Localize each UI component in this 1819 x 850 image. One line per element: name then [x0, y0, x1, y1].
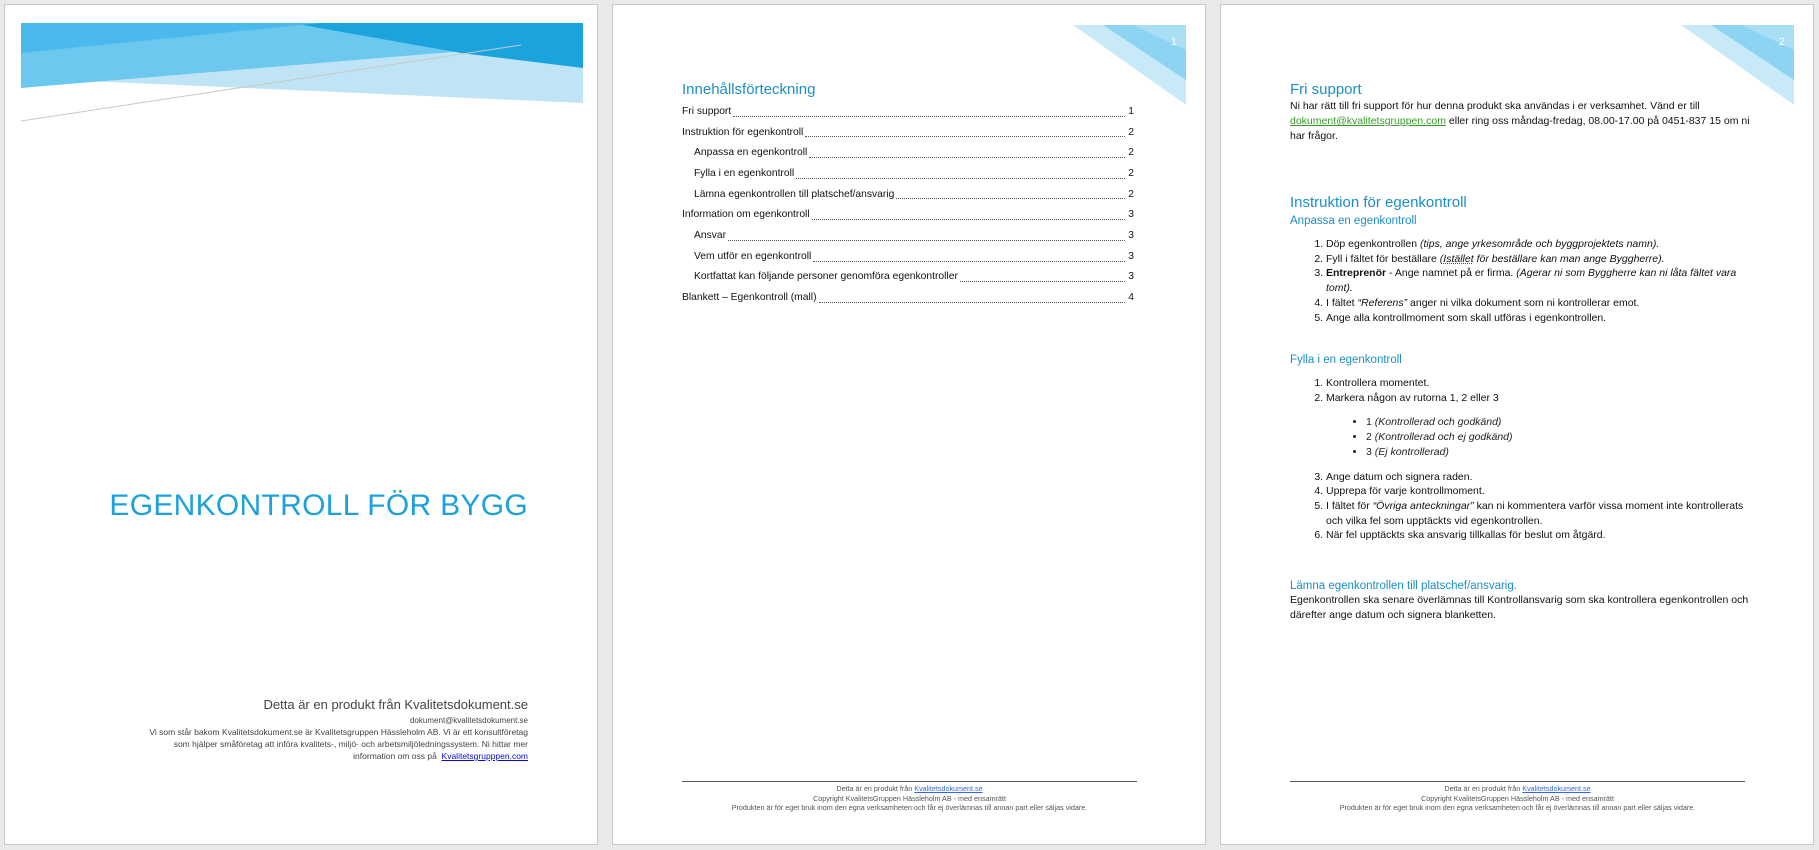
- toc-leader-dots: [819, 302, 1126, 303]
- list-item: [1326, 528, 1750, 543]
- toc-entry-text: Blankett – Egenkontroll (mall): [682, 292, 817, 304]
- bullet-number: 2: [1366, 431, 1375, 444]
- step-text: Ange datum och signera raden.: [1326, 470, 1473, 483]
- toc-leader-dots: [960, 281, 1125, 282]
- toc-entry[interactable]: [682, 226, 1134, 247]
- toc-entry-page: 2: [1128, 168, 1134, 180]
- toc-entry-text: Vem utför en egenkontroll: [694, 250, 812, 262]
- toc-entry-page: 3: [1128, 271, 1134, 283]
- list-item: [1326, 484, 1750, 499]
- lamna-heading: Lämna egenkontrollen till platschef/ansvarig.: [1290, 580, 1517, 592]
- bullet-description: (Kontrollerad och ej godkänd): [1374, 431, 1513, 444]
- footer-copyright: Copyright KvalitetsGruppen Hässleholm AB - med ensamrätt: [1421, 793, 1614, 803]
- toc-entry-text: Fri support: [682, 105, 732, 117]
- step-italic-text: (: [1439, 252, 1444, 265]
- list-item: 1. Kontrollera momentet.: [1326, 376, 1750, 391]
- bullet-number: 1: [1366, 416, 1375, 429]
- step-text: Fyll i fältet för beställare: [1326, 252, 1440, 265]
- fylla-steps-b: [1290, 470, 1750, 544]
- footer-prefix: Detta är en produkt från: [836, 784, 915, 793]
- page-footer: [1290, 781, 1745, 813]
- toc-entry-text: Instruktion för egenkontroll: [682, 126, 804, 138]
- cover-description: [145, 726, 528, 762]
- toc-entry[interactable]: [682, 268, 1134, 289]
- step-text: I fältet för: [1326, 499, 1373, 512]
- bullet-description: (Ej kontrollerad): [1374, 445, 1449, 458]
- support-heading: Fri support: [1290, 81, 1362, 98]
- support-text: Ni har rätt till fri support för hur denna produkt ska användas i er verksamhet. Vänd er till: [1290, 100, 1700, 112]
- page-number: 1: [1170, 36, 1177, 48]
- toc-leader-dots: [733, 116, 1125, 117]
- cover-info: [145, 697, 528, 762]
- toc-leader-dots: [896, 198, 1125, 199]
- toc-entry-text: Fylla i en egenkontroll: [694, 168, 795, 180]
- cover-website-link[interactable]: Kvalitetsgrupppen.com: [441, 751, 528, 761]
- toc-entry-page: 1: [1128, 105, 1134, 117]
- step-spellcheck-word: Istället: [1443, 252, 1474, 265]
- step-italic-text: “Referens”: [1357, 296, 1408, 309]
- toc-entry[interactable]: [682, 288, 1134, 309]
- footer-prefix: Detta är en produkt från: [1444, 784, 1523, 793]
- cover-page: [4, 4, 598, 845]
- toc-entry-page: 2: [1128, 126, 1134, 138]
- content-page: [1220, 4, 1814, 845]
- toc-title: Innehållsförteckning: [682, 81, 816, 98]
- list-item: [1326, 252, 1750, 267]
- step-italic-text: (tips, ange yrkesområde och byggprojektets namn).: [1419, 238, 1660, 250]
- list-item: [1326, 499, 1750, 528]
- page-number: 2: [1778, 36, 1785, 48]
- list-item: [1326, 237, 1750, 252]
- toc-entry-text: Ansvar: [694, 230, 727, 242]
- instruction-section: [1290, 194, 1750, 325]
- footer-line-1: [682, 784, 1137, 794]
- lamna-text: Egenkontrollen ska senare överlämnas till Kontrollansvarig som ska kontrollera egenkontrollen och därefter ange datum och signera blanketten.: [1290, 594, 1749, 621]
- toc-entry-page: 4: [1128, 292, 1134, 304]
- step-text: Döp egenkontrollen: [1326, 238, 1420, 250]
- toc-entry[interactable]: [682, 123, 1134, 144]
- toc-leader-dots: [805, 136, 1125, 137]
- cover-title: EGENKONTROLL FÖR BYGG: [109, 489, 528, 522]
- toc-leader-dots: [812, 219, 1126, 220]
- toc-list: [682, 102, 1134, 309]
- toc-entry[interactable]: [682, 205, 1134, 226]
- lamna-section: [1290, 580, 1750, 623]
- step-italic-text: (Agerar ni som Byggherre kan ni låta fältet vara tomt).: [1326, 267, 1737, 295]
- cover-info-heading: Detta är en produkt från Kvalitetsdokument.se: [263, 697, 528, 712]
- list-item: [1326, 311, 1750, 326]
- rating-bullets: [1290, 415, 1750, 459]
- toc-leader-dots: [809, 157, 1125, 158]
- step-text: Ange alla kontrollmoment som skall utföras i egenkontrollen.: [1326, 311, 1607, 324]
- step-text: anger ni vilka dokument som ni kontrollerar emot.: [1407, 296, 1640, 309]
- toc-entry[interactable]: [682, 102, 1134, 123]
- step-italic-text: “Övriga anteckningar”: [1372, 499, 1474, 512]
- bullet-item: [1366, 445, 1750, 460]
- list-item: [1326, 470, 1750, 485]
- toc-entry-page: 3: [1128, 209, 1134, 221]
- footer-usage-notice: Produkten är för eget bruk inom den egna verksamheten och får ej överlämnas till annan part eller säljas vidare.: [731, 803, 1088, 813]
- footer-link[interactable]: Kvalitetsdokument.se: [1522, 784, 1591, 793]
- toc-entry-text: Information om egenkontroll: [682, 209, 810, 221]
- toc-entry[interactable]: [682, 164, 1134, 185]
- footer-usage-notice: Produkten är för eget bruk inom den egna verksamheten och får ej överlämnas till annan part eller säljas vidare.: [1339, 803, 1696, 813]
- toc-entry-page: 2: [1128, 147, 1134, 159]
- footer-link[interactable]: Kvalitetsdokument.se: [914, 784, 983, 793]
- support-email-link[interactable]: dokument@kvalitetsgruppen.com: [1290, 115, 1446, 127]
- bullet-item: [1366, 415, 1750, 430]
- step-text: Upprepa för varje kontrollmoment.: [1326, 485, 1485, 498]
- step-text: I fältet: [1326, 296, 1358, 309]
- cover-banner-graphic: [21, 23, 583, 123]
- step-text: kan ni kommentera varför vissa moment inte kontrollerats och vilka fel som upptäckts vid egenkontrollen.: [1326, 499, 1744, 527]
- support-section: [1290, 81, 1750, 144]
- fylla-steps-a: [1290, 376, 1750, 405]
- fylla-heading: Fylla i en egenkontroll: [1290, 354, 1402, 366]
- toc-leader-dots: [796, 178, 1125, 179]
- toc-page: [612, 4, 1206, 845]
- anpassa-steps: [1290, 237, 1750, 325]
- support-paragraph: [1290, 99, 1750, 144]
- bullet-description: (Kontrollerad och godkänd): [1374, 416, 1502, 429]
- toc-leader-dots: [728, 240, 1125, 241]
- anpassa-heading: Anpassa en egenkontroll: [1290, 215, 1417, 227]
- toc-entry-text: Kortfattat kan följande personer genomföra egenkontroller: [694, 271, 958, 283]
- toc-entry[interactable]: [682, 185, 1134, 206]
- step-italic-text: för beställare kan man ange Byggherre).: [1473, 252, 1665, 265]
- list-item: 2. Markera någon av rutorna 1, 2 eller 3: [1326, 391, 1750, 406]
- fylla-section: [1290, 354, 1750, 543]
- page-footer: [682, 781, 1137, 813]
- instruction-heading: Instruktion för egenkontroll: [1290, 194, 1467, 211]
- footer-copyright: Copyright KvalitetsGruppen Hässleholm AB - med ensamrätt: [813, 793, 1006, 803]
- bullet-number: 3: [1366, 445, 1375, 458]
- toc-leader-dots: [813, 261, 1125, 262]
- table-of-contents: [682, 81, 1134, 309]
- list-item: [1326, 296, 1750, 311]
- step-bold-text: Entreprenör: [1326, 267, 1387, 280]
- support-text-2: eller ring oss måndag-fredag, 08.00-17.00 på 0451-837 15 om ni har frågor.: [1290, 115, 1750, 142]
- toc-entry-text: Lämna egenkontrollen till platschef/ansvarig: [694, 188, 895, 200]
- step-text: - Ange namnet på er firma.: [1386, 267, 1517, 280]
- toc-entry[interactable]: [682, 143, 1134, 164]
- toc-entry-page: 3: [1128, 250, 1134, 262]
- bullet-item: [1366, 430, 1750, 445]
- cover-email: dokument@kvalitetsdokument.se: [410, 716, 528, 725]
- toc-entry-text: Anpassa en egenkontroll: [694, 147, 808, 159]
- footer-line-1: [1290, 784, 1745, 794]
- list-item: [1326, 266, 1750, 295]
- toc-entry-page: 2: [1128, 188, 1134, 200]
- cover-description-text: Vi som står bakom Kvalitetsdokument.se är Kvalitetsgruppen Hässleholm AB. Vi är ett konsultföretag som hjälper småföretag att införa kvalitets-, miljö- och arbetsmiljöledningssystem. Ni hittar mer information om oss på: [149, 727, 528, 761]
- step-text: När fel upptäckts ska ansvarig tillkallas för beslut om åtgärd.: [1326, 529, 1606, 542]
- toc-entry[interactable]: [682, 247, 1134, 268]
- toc-entry-page: 3: [1128, 230, 1134, 242]
